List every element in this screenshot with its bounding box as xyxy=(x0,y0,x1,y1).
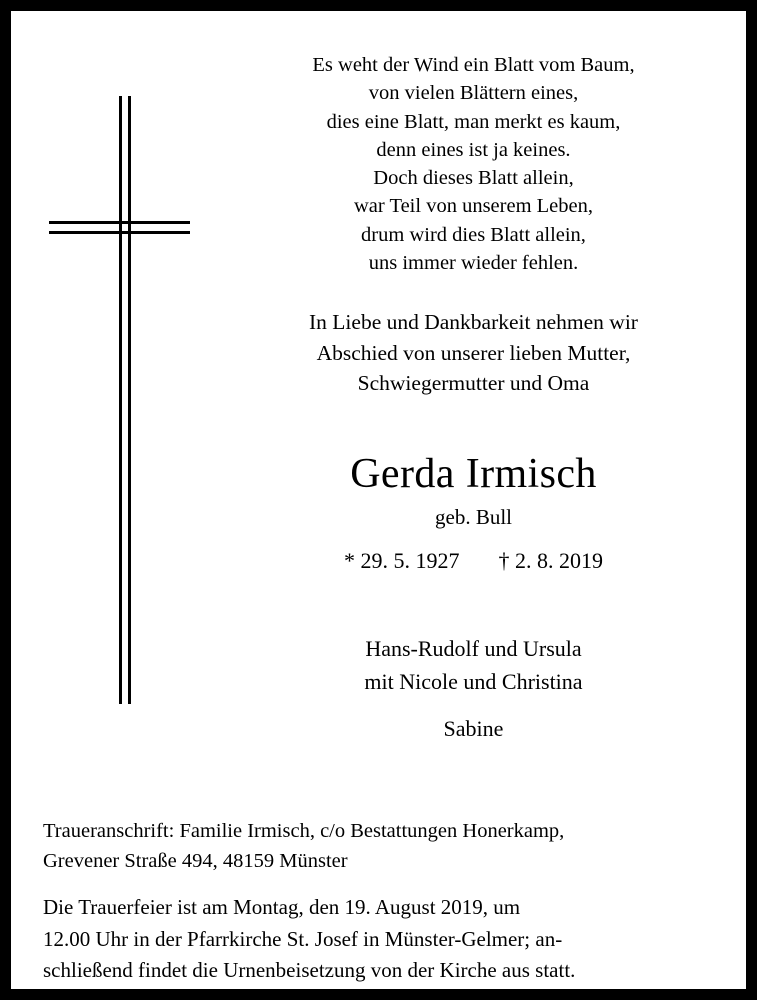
funeral-service-line: Die Trauerfeier ist am Montag, den 19. August 2019, um xyxy=(43,895,521,920)
deceased-dates xyxy=(201,548,746,574)
poem-line: dies eine Blatt, man merkt es kaum, xyxy=(326,110,621,133)
poem-line: war Teil von unserem Leben, xyxy=(354,195,593,218)
poem-line: Doch dieses Blatt allein, xyxy=(373,167,574,190)
survivors-line: Sabine xyxy=(443,715,504,741)
obituary-content xyxy=(201,11,746,745)
birth-date: * 29. 5. 1927 xyxy=(344,547,460,573)
poem-line: denn eines ist ja keines. xyxy=(376,138,571,161)
funeral-service-line: schließend findet die Urnenbeisetzung von der Kirche aus statt. xyxy=(43,958,576,983)
cross-vertical-bar-outer xyxy=(119,96,122,704)
dedication-block xyxy=(201,307,746,399)
deceased-name: Gerda Irmisch xyxy=(350,450,597,497)
cross-vertical-bar-inner xyxy=(128,96,131,704)
death-date: † 2. 8. 2019 xyxy=(498,547,603,573)
mourning-address xyxy=(43,817,726,876)
cross-icon xyxy=(41,96,201,716)
poem-line: Es weht der Wind ein Blatt vom Baum, xyxy=(312,54,635,76)
obituary-card xyxy=(11,11,746,989)
dedication-line: In Liebe und Dankbarkeit nehmen wir xyxy=(309,310,638,335)
funeral-service-line: 12.00 Uhr in der Pfarrkirche St. Josef in Münster-Gelmer; an- xyxy=(43,926,563,951)
dedication-line: Abschied von unserer lieben Mutter, xyxy=(316,340,631,365)
mourning-address-line: Grevener Straße 494, 48159 Münster xyxy=(43,849,348,872)
dedication-line: Schwiegermutter und Oma xyxy=(357,371,590,396)
survivors-line: Hans-Rudolf und Ursula xyxy=(365,635,582,661)
cross-horizontal-bar-inner xyxy=(49,231,190,234)
poem-line: uns immer wieder fehlen. xyxy=(368,251,579,274)
survivors-line: mit Nicole und Christina xyxy=(364,668,583,694)
poem-line: drum wird dies Blatt allein, xyxy=(361,223,586,246)
survivors-spacer xyxy=(201,698,746,712)
poem-block xyxy=(201,51,746,277)
cross-horizontal-bar-outer xyxy=(49,221,190,224)
footer-block xyxy=(43,817,726,987)
survivors-block xyxy=(201,632,746,745)
mourning-address-line: Traueranschrift: Familie Irmisch, c/o Bestattungen Honerkamp, xyxy=(43,820,565,842)
funeral-service-info xyxy=(43,892,726,987)
poem-line: von vielen Blättern eines, xyxy=(368,82,579,105)
deceased-maiden-name: geb. Bull xyxy=(435,504,512,529)
